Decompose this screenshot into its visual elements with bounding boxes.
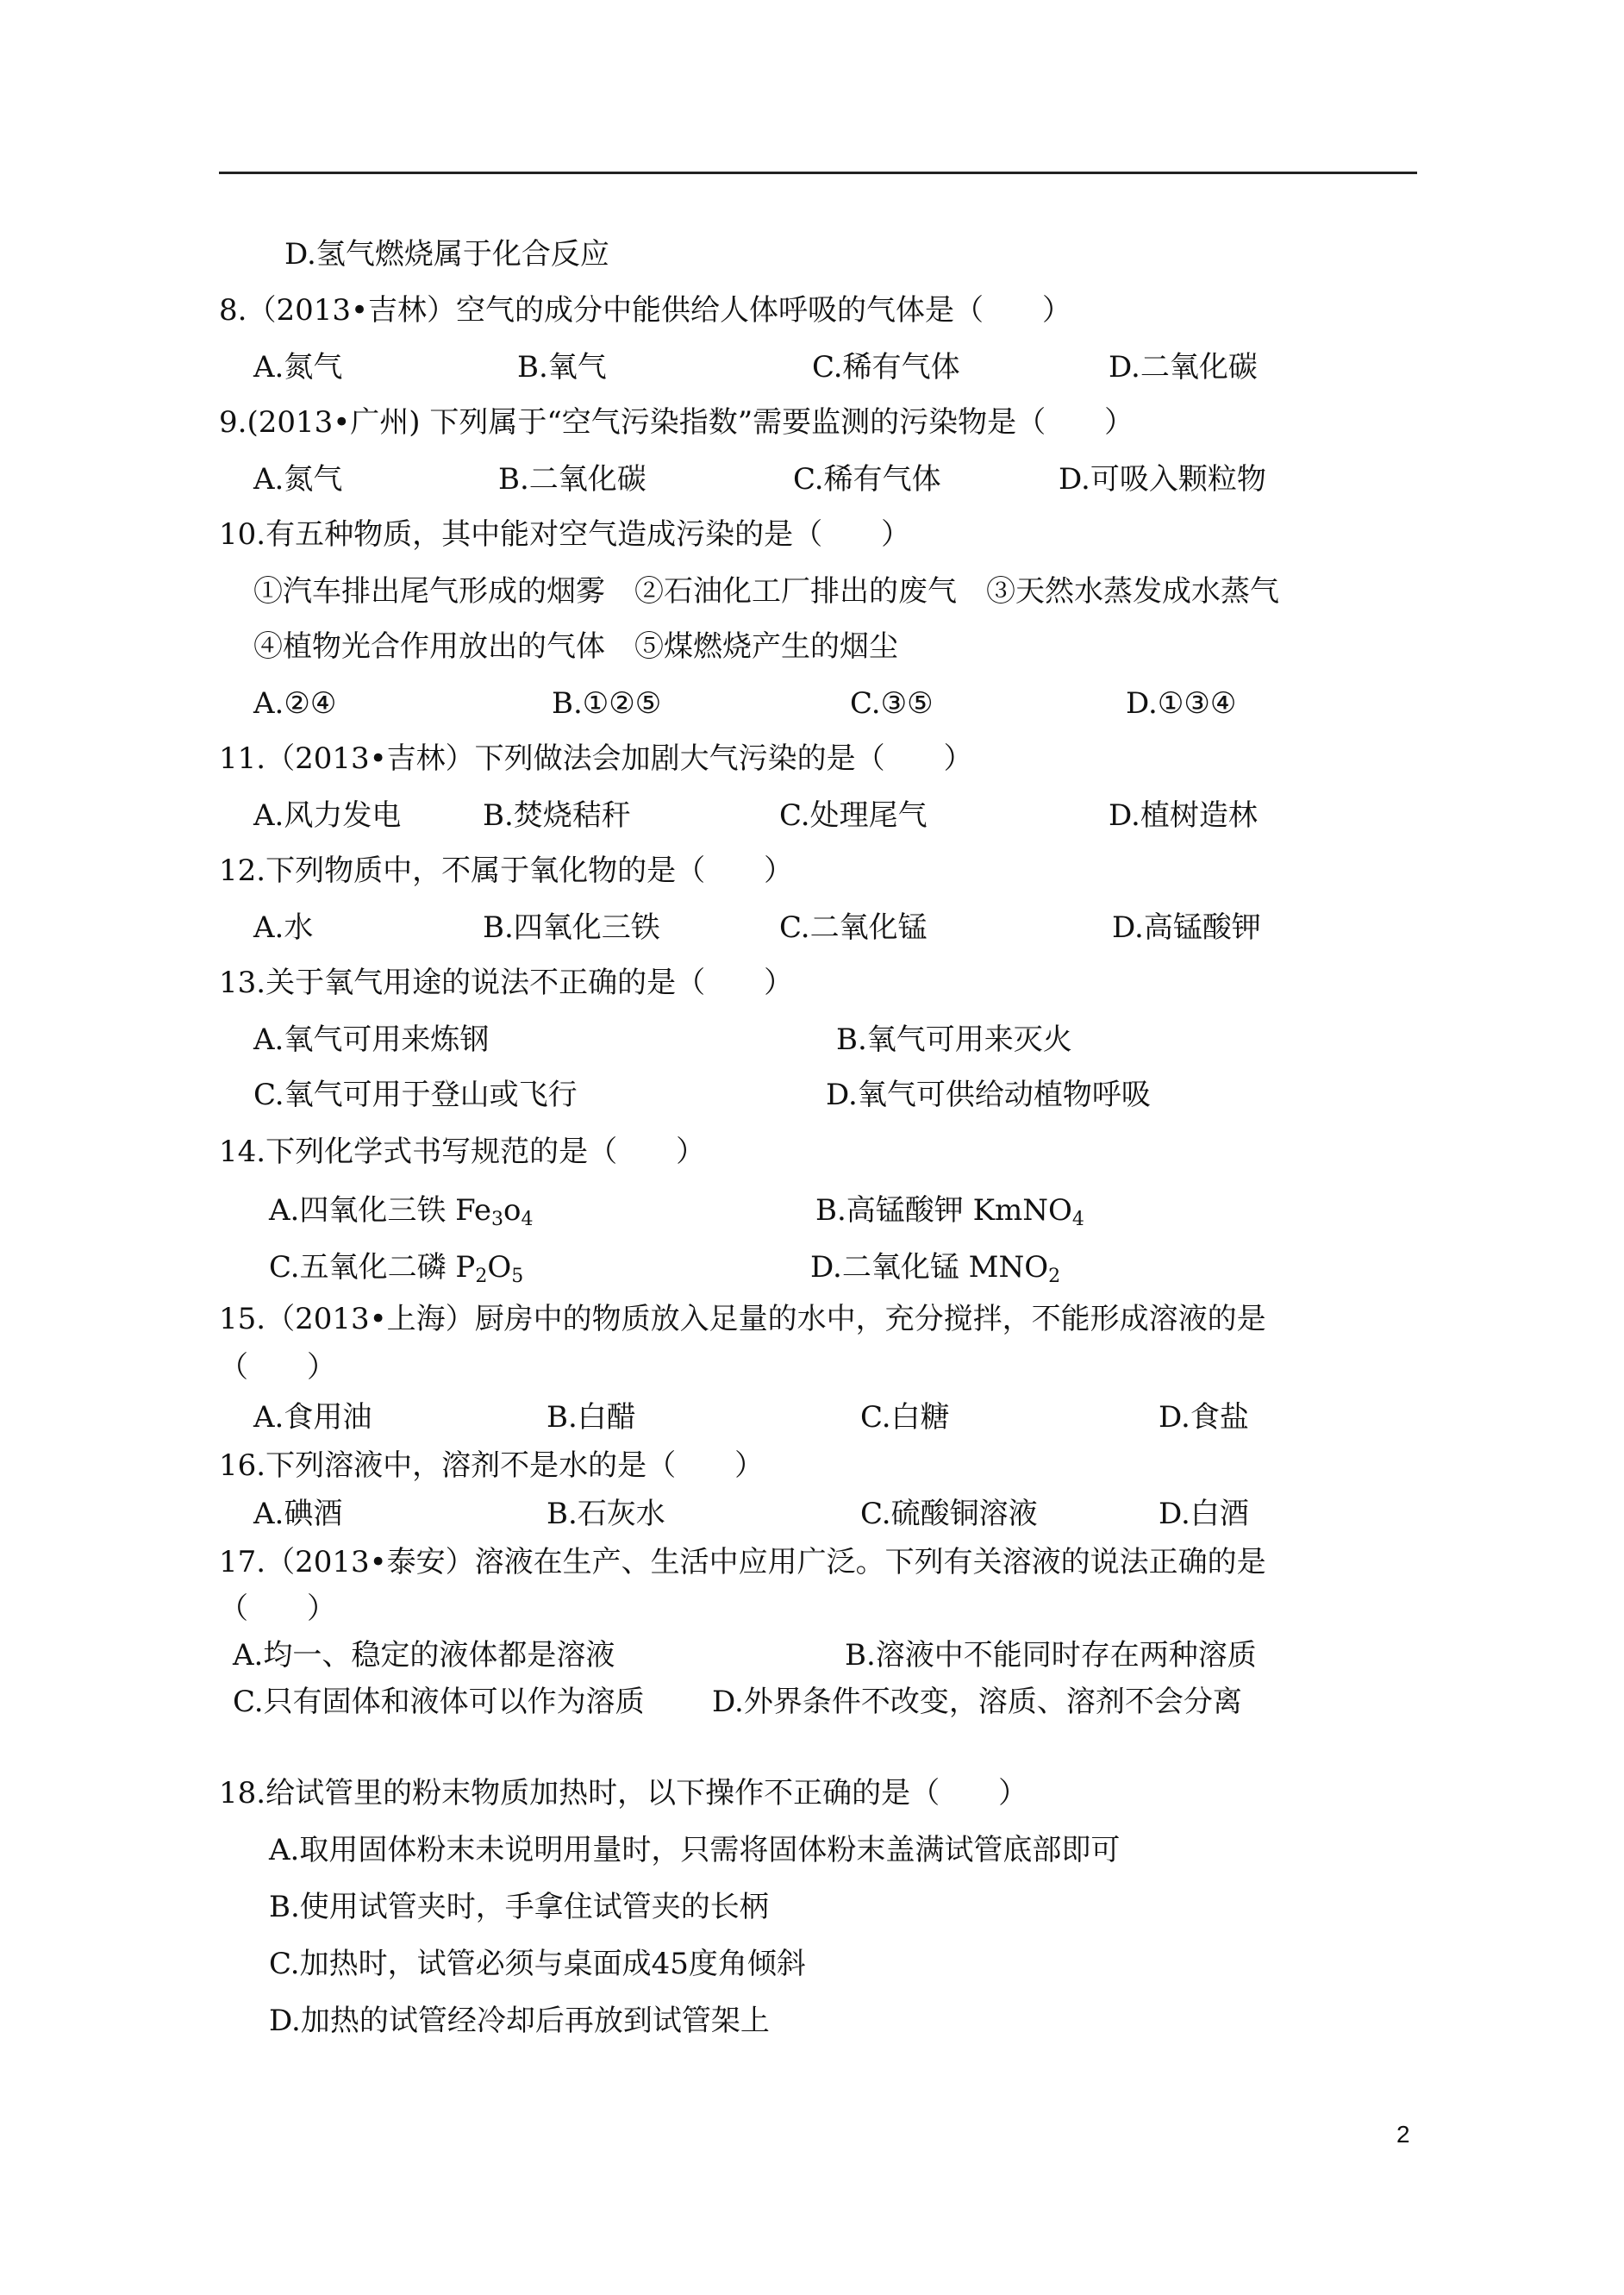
q13-option-a: A.氧气可用来炼钢 bbox=[253, 1022, 490, 1057]
q14-stem: 14.下列化学式书写规范的是（ ） bbox=[219, 1135, 706, 1169]
q17-option-b: B.溶液中不能同时存在两种溶质 bbox=[845, 1638, 1257, 1673]
q16-stem: 16.下列溶液中，溶剂不是水的是（ ） bbox=[219, 1448, 765, 1483]
q14-option-b: B.高锰酸钾 KmNO$_4$ bbox=[815, 1193, 1084, 1230]
q17-option-d: D.外界条件不改变，溶质、溶剂不会分离 bbox=[712, 1685, 1242, 1719]
q17-option-c: C.只有固体和液体可以作为溶质 bbox=[233, 1685, 645, 1719]
q14-option-d: D.二氧化锰 $MNO_2$ bbox=[810, 1250, 1061, 1287]
q11-option-a: A.风力发电 bbox=[253, 798, 402, 833]
q16-option-a: A.碘酒 bbox=[253, 1497, 343, 1531]
q9-option-a: A.氮气 bbox=[253, 462, 343, 497]
q16-option-d: D.白酒 bbox=[1159, 1497, 1249, 1531]
q16-option-c: C.硫酸铜溶液 bbox=[860, 1497, 1038, 1531]
q18-option-c: C.加热时，试管必须与桌面成45度角倾斜 bbox=[269, 1947, 806, 1981]
q18-option-b: B.使用试管夹时，手拿住试管夹的长柄 bbox=[269, 1890, 769, 1924]
q12-stem: 12.下列物质中，不属于氧化物的是（ ） bbox=[219, 854, 794, 888]
q17-stem: 17.（2013•泰安）溶液在生产、生活中应用广泛。下列有关溶液的说法正确的是 bbox=[219, 1545, 1266, 1579]
q15-stem: 15.（2013•上海）厨房中的物质放入足量的水中，充分搅拌，不能形成溶液的是 bbox=[219, 1302, 1266, 1336]
q8-option-c: C.稀有气体 bbox=[812, 350, 960, 385]
q12-option-c: C.二氧化锰 bbox=[779, 910, 928, 945]
q15-option-a: A.食用油 bbox=[253, 1400, 372, 1435]
q10-option-b: B.①②⑤ bbox=[552, 686, 662, 721]
q18-option-d: D.加热的试管经冷却后再放到试管架上 bbox=[269, 2004, 770, 2038]
q9-option-b: B.二氧化碳 bbox=[498, 462, 646, 497]
q13-option-d: D.氧气可供给动植物呼吸 bbox=[826, 1078, 1151, 1112]
q9-option-c: C.稀有气体 bbox=[793, 462, 941, 497]
q12-option-d: D.高锰酸钾 bbox=[1112, 910, 1261, 945]
q18-option-a: A.取用固体粉末未说明用量时，只需将固体粉末盖满试管底部即可 bbox=[269, 1833, 1121, 1867]
q10-option-d: D.①③④ bbox=[1126, 686, 1237, 721]
q16-option-b: B.石灰水 bbox=[547, 1497, 665, 1531]
q12-option-b: B.四氧化三铁 bbox=[483, 910, 660, 945]
q10-items-line1: ①汽车排出尾气形成的烟雾 ②石油化工厂排出的废气 ③天然水蒸发成水蒸气 bbox=[253, 574, 1279, 609]
q10-items-line2: ④植物光合作用放出的气体 ⑤煤燃烧产生的烟尘 bbox=[253, 629, 898, 664]
q10-stem: 10.有五种物质，其中能对空气造成污染的是（ ） bbox=[219, 517, 911, 552]
page-number: 2 bbox=[1396, 2121, 1410, 2148]
q18-stem: 18.给试管里的粉末物质加热时，以下操作不正确的是（ ） bbox=[219, 1776, 1028, 1810]
q8-option-a: A.氮气 bbox=[253, 350, 343, 385]
q12-option-a: A.水 bbox=[253, 910, 314, 945]
q17-option-a: A.均一、稳定的液体都是溶液 bbox=[233, 1638, 615, 1673]
q17-paren: （ ） bbox=[219, 1591, 336, 1626]
q15-option-c: C.白糖 bbox=[860, 1400, 950, 1435]
q14-option-a: A.四氧化三铁 $Fe_3o_4$ bbox=[269, 1193, 534, 1230]
q13-option-c: C.氧气可用于登山或飞行 bbox=[253, 1078, 578, 1112]
q10-option-c: C.③⑤ bbox=[850, 686, 934, 721]
q10-option-a: A.②④ bbox=[253, 686, 337, 721]
q15-paren: （ ） bbox=[219, 1350, 336, 1385]
q11-option-b: B.焚烧秸秆 bbox=[483, 798, 631, 833]
q9-stem: 9.(2013•广州) 下列属于“空气污染指数”需要监测的污染物是（ ） bbox=[219, 405, 1134, 440]
q13-stem: 13.关于氧气用途的说法不正确的是（ ） bbox=[219, 966, 794, 1000]
header-rule bbox=[219, 172, 1417, 174]
q13-option-b: B.氧气可用来灭火 bbox=[836, 1022, 1072, 1057]
q15-option-d: D.食盐 bbox=[1159, 1400, 1249, 1435]
q11-option-d: D.植树造林 bbox=[1109, 798, 1258, 833]
q15-option-b: B.白醋 bbox=[547, 1400, 636, 1435]
q14-option-c: C.五氧化二磷 $P_2O_5$ bbox=[269, 1250, 524, 1287]
q8-stem: 8.（2013•吉林）空气的成分中能供给人体呼吸的气体是（ ） bbox=[219, 293, 1072, 328]
q9-option-d: D.可吸入颗粒物 bbox=[1059, 462, 1266, 497]
q7-option-d: D.氢气燃烧属于化合反应 bbox=[284, 237, 609, 272]
q11-stem: 11.（2013•吉林）下列做法会加剧大气污染的是（ ） bbox=[219, 741, 973, 776]
q8-option-b: B.氧气 bbox=[517, 350, 607, 385]
q8-option-d: D.二氧化碳 bbox=[1109, 350, 1258, 385]
q11-option-c: C.处理尾气 bbox=[779, 798, 928, 833]
